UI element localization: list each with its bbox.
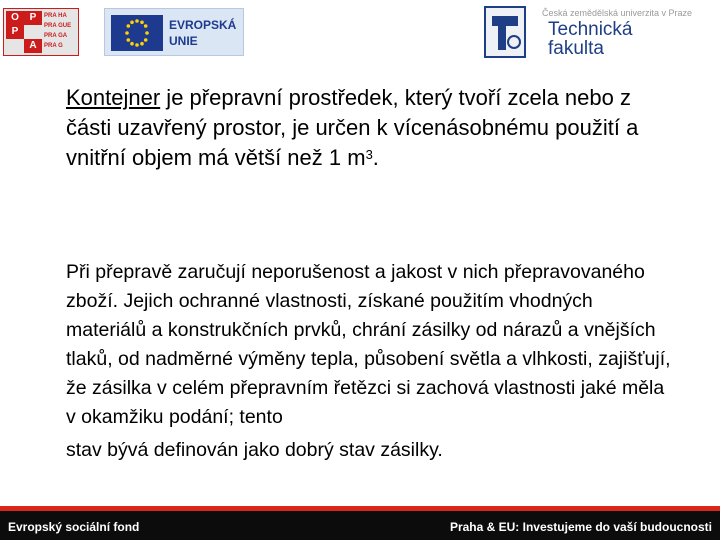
oppa-letter-a: A [24,39,42,53]
footer-right-text: Praha & EU: Investujeme do vaší budoucnosti [449,520,712,534]
oppa-letter-p2: P [6,25,24,39]
definition-superscript: 3 [365,147,373,162]
eu-flag-icon [111,15,163,51]
definition-paragraph [66,83,676,173]
oppa-grid-line: PRA GA [44,33,68,39]
footer-bar [0,506,720,540]
eu-logo [104,8,244,56]
oppa-grid-text [44,11,78,51]
oppa-logo [3,8,79,56]
oppa-letter-o: O [6,11,24,25]
faculty-emblem-icon [484,6,526,58]
body-paragraph-text: Při přepravě zaručují neporušenost a jakost v nich přepravovaného zboží. Jejich ochranné vlastnosti, získané použitím vhodných materiálů a konstrukčních prvků, chrání zásilky od nárazů a vnějších tlaků, od nadměrné výměny tepla, působení světla a vlhkosti, zajišťují, že zásilka v celém přepravním řetězci si zachová vlastnosti jaké měla v okamžiku podání; tento [66,261,671,428]
body-paragraph [66,258,676,465]
footer-inner [0,511,720,540]
eu-logo-line2: UNIE [169,34,198,48]
footer-left-text: Evropský sociální fond [8,520,140,534]
eu-logo-line1: EVROPSKÁ [169,18,237,32]
definition-end: . [372,145,379,170]
oppa-grid-line: PRA G [44,43,63,49]
faculty-logo [476,4,716,62]
eu-logo-text [169,17,236,49]
definition-text: je přepravní prostředek, který tvoří zcela nebo z části uzavřený prostor, je určen k vícenásobnému použití a vnitřní objem má větší než 1 m [66,85,639,170]
oppa-grid-line: PRA GUE [44,23,72,29]
university-name: Česká zemědělská univerzita v Praze [542,8,693,18]
body-paragraph-last-line: stav bývá definován jako dobrý stav zásilky. [66,439,443,461]
faculty-name [548,20,633,58]
faculty-name-line2: fakulta [548,38,604,59]
oppa-letter-p1: P [24,11,42,25]
oppa-grid-line: PRA HA [44,13,67,19]
header [0,0,720,70]
faculty-name-line1: Technická [548,19,633,40]
definition-term: Kontejner [66,85,161,110]
